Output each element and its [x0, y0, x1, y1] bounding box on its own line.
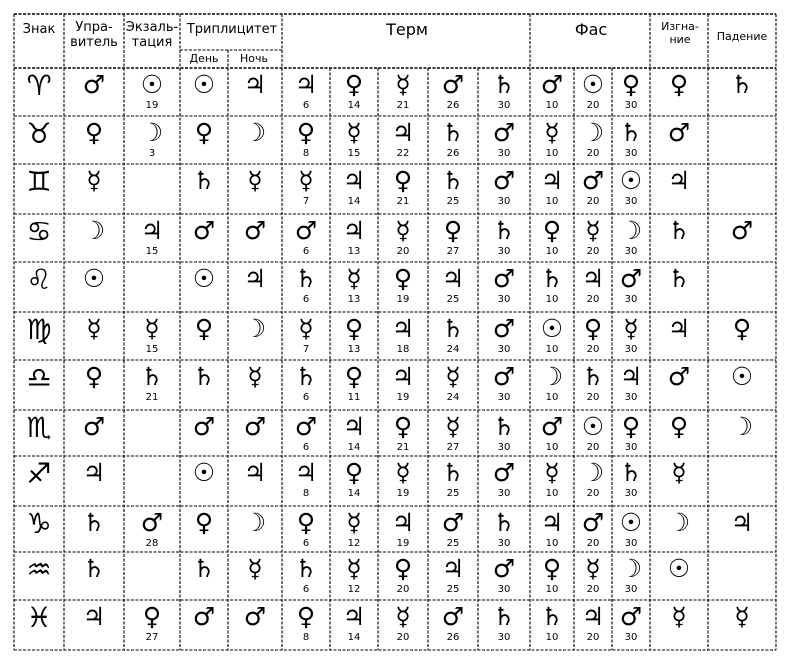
- term-planet-glyph: ♂: [492, 362, 516, 391]
- detriment-planet-glyph: ☉: [667, 554, 691, 583]
- exaltation-planet-glyph: ♀: [142, 602, 162, 631]
- term-degree: 6: [302, 538, 310, 549]
- exaltation-degree: 27: [145, 632, 159, 643]
- header-fall: Падение: [716, 30, 768, 43]
- face-planet-glyph: ♀: [542, 554, 562, 583]
- face-degree: 10: [545, 584, 559, 595]
- term-degree: 30: [497, 632, 511, 643]
- face-planet-glyph: ☽: [619, 216, 643, 245]
- face-degree: 30: [624, 246, 638, 257]
- header-exaltation-line-1: Экзаль-: [125, 20, 179, 35]
- face-degree: 20: [586, 196, 600, 207]
- face-degree: 20: [586, 344, 600, 355]
- term-planet-glyph: ♄: [492, 602, 516, 631]
- face-degree: 10: [545, 294, 559, 305]
- face-degree: 30: [624, 538, 638, 549]
- face-planet-glyph: ♃: [581, 602, 605, 631]
- face-degree: 20: [586, 100, 600, 111]
- fall-planet-glyph: ♃: [730, 508, 754, 537]
- detriment-planet-glyph: ♃: [667, 314, 691, 343]
- face-planet-glyph: ♀: [583, 314, 603, 343]
- header-triplicity-night: Ночь: [240, 52, 268, 65]
- term-planet-glyph: ♃: [391, 508, 415, 537]
- detriment-planet-glyph: ♄: [667, 216, 691, 245]
- term-planet-glyph: ☿: [298, 166, 314, 195]
- term-planet-glyph: ☿: [395, 70, 411, 99]
- zodiac-sign-glyph: ♎: [26, 361, 52, 394]
- term-degree: 24: [446, 344, 460, 355]
- term-planet-glyph: ♀: [296, 602, 316, 631]
- triplicity-night-glyph: ♃: [243, 264, 267, 293]
- face-planet-glyph: ☉: [619, 166, 643, 195]
- face-degree: 10: [545, 100, 559, 111]
- face-degree: 30: [624, 488, 638, 499]
- term-degree: 26: [446, 632, 460, 643]
- triplicity-night-glyph: ☽: [243, 118, 267, 147]
- triplicity-night-glyph: ♃: [243, 70, 267, 99]
- term-degree: 19: [396, 488, 410, 499]
- term-degree: 13: [347, 294, 361, 305]
- header-term: Терм: [386, 20, 428, 39]
- face-degree: 30: [624, 148, 638, 159]
- term-planet-glyph: ☿: [346, 118, 362, 147]
- term-planet-glyph: ☿: [445, 362, 461, 391]
- term-planet-glyph: ♄: [294, 554, 318, 583]
- term-degree: 14: [347, 100, 361, 111]
- term-planet-glyph: ♀: [393, 412, 413, 441]
- exaltation-planet-glyph: ♂: [140, 508, 164, 537]
- header-detriment-line-1: Изгна-: [661, 20, 699, 33]
- term-degree: 14: [347, 488, 361, 499]
- triplicity-night-glyph: ☿: [247, 554, 263, 583]
- face-degree: 10: [545, 344, 559, 355]
- term-degree: 20: [396, 632, 410, 643]
- ruler-planet-glyph: ♃: [82, 458, 106, 487]
- face-planet-glyph: ☉: [619, 508, 643, 537]
- term-planet-glyph: ♄: [294, 264, 318, 293]
- face-planet-glyph: ♃: [581, 264, 605, 293]
- term-degree: 12: [347, 584, 361, 595]
- face-planet-glyph: ♄: [619, 458, 643, 487]
- triplicity-night-glyph: ♂: [243, 216, 267, 245]
- header-exaltation: [124, 20, 180, 50]
- term-planet-glyph: ♄: [492, 508, 516, 537]
- term-planet-glyph: ☿: [346, 508, 362, 537]
- term-degree: 20: [396, 584, 410, 595]
- face-planet-glyph: ♃: [540, 166, 564, 195]
- term-degree: 6: [302, 442, 310, 453]
- face-degree: 20: [586, 584, 600, 595]
- face-degree: 10: [545, 148, 559, 159]
- term-planet-glyph: ♂: [492, 118, 516, 147]
- term-planet-glyph: ♀: [393, 166, 413, 195]
- face-planet-glyph: ♀: [621, 412, 641, 441]
- term-planet-glyph: ☿: [298, 314, 314, 343]
- zodiac-sign-glyph: ♉: [26, 117, 52, 150]
- face-planet-glyph: ♀: [621, 70, 641, 99]
- ruler-planet-glyph: ☽: [82, 216, 106, 245]
- term-degree: 7: [302, 344, 310, 355]
- term-planet-glyph: ♄: [492, 216, 516, 245]
- face-degree: 30: [624, 100, 638, 111]
- face-planet-glyph: ☽: [581, 118, 605, 147]
- triplicity-night-glyph: ☽: [243, 508, 267, 537]
- term-planet-glyph: ☿: [445, 412, 461, 441]
- zodiac-sign-glyph: ♊: [26, 165, 52, 198]
- face-degree: 10: [545, 632, 559, 643]
- term-planet-glyph: ♃: [441, 554, 465, 583]
- term-degree: 21: [396, 100, 410, 111]
- term-degree: 12: [347, 538, 361, 549]
- triplicity-day-glyph: ♄: [192, 166, 216, 195]
- term-degree: 25: [446, 196, 460, 207]
- term-degree: 26: [446, 100, 460, 111]
- ruler-planet-glyph: ♂: [82, 412, 106, 441]
- exaltation-planet-glyph: ♃: [140, 216, 164, 245]
- zodiac-sign-glyph: ♏: [26, 411, 52, 444]
- term-planet-glyph: ♂: [492, 314, 516, 343]
- face-degree: 30: [624, 196, 638, 207]
- face-degree: 30: [624, 442, 638, 453]
- term-degree: 27: [446, 246, 460, 257]
- face-planet-glyph: ☉: [581, 412, 605, 441]
- exaltation-planet-glyph: ☿: [144, 314, 160, 343]
- zodiac-sign-glyph: ♑: [26, 507, 52, 540]
- face-degree: 30: [624, 632, 638, 643]
- face-planet-glyph: ☿: [623, 314, 639, 343]
- ruler-planet-glyph: ♂: [82, 70, 106, 99]
- face-degree: 10: [545, 538, 559, 549]
- header-exaltation-line-2: тация: [131, 35, 173, 50]
- term-planet-glyph: ♀: [393, 264, 413, 293]
- face-degree: 20: [586, 632, 600, 643]
- term-planet-glyph: ☿: [395, 458, 411, 487]
- exaltation-degree: 21: [145, 392, 159, 403]
- face-planet-glyph: ♂: [581, 508, 605, 537]
- detriment-planet-glyph: ♀: [669, 412, 689, 441]
- detriment-planet-glyph: ♂: [667, 362, 691, 391]
- term-degree: 8: [302, 148, 310, 159]
- term-degree: 26: [446, 148, 460, 159]
- term-degree: 18: [396, 344, 410, 355]
- face-degree: 10: [545, 246, 559, 257]
- face-planet-glyph: ♃: [540, 508, 564, 537]
- fall-planet-glyph: ☽: [730, 412, 754, 441]
- face-degree: 20: [586, 488, 600, 499]
- triplicity-day-glyph: ♀: [194, 118, 214, 147]
- exaltation-degree: 19: [145, 100, 159, 111]
- face-degree: 30: [624, 344, 638, 355]
- triplicity-day-glyph: ☉: [192, 70, 216, 99]
- term-planet-glyph: ♀: [393, 554, 413, 583]
- face-planet-glyph: ☿: [544, 118, 560, 147]
- term-degree: 30: [497, 246, 511, 257]
- face-planet-glyph: ☽: [581, 458, 605, 487]
- term-degree: 30: [497, 196, 511, 207]
- face-planet-glyph: ♀: [542, 216, 562, 245]
- term-degree: 22: [396, 148, 410, 159]
- header-ruler-line-1: Упра-: [75, 20, 113, 35]
- term-planet-glyph: ♃: [342, 412, 366, 441]
- face-degree: 10: [545, 488, 559, 499]
- exaltation-planet-glyph: ☽: [140, 118, 164, 147]
- triplicity-day-glyph: ♄: [192, 554, 216, 583]
- ruler-planet-glyph: ♄: [82, 554, 106, 583]
- triplicity-day-glyph: ♀: [194, 508, 214, 537]
- term-planet-glyph: ♂: [441, 602, 465, 631]
- exaltation-degree: 15: [145, 344, 159, 355]
- term-planet-glyph: ♄: [294, 362, 318, 391]
- triplicity-day-glyph: ♄: [192, 362, 216, 391]
- zodiac-sign-glyph: ♒: [26, 553, 52, 586]
- term-degree: 6: [302, 246, 310, 257]
- term-planet-glyph: ♂: [492, 166, 516, 195]
- header-triplicity: Триплицитет: [186, 22, 278, 37]
- header-face: Фас: [574, 20, 608, 39]
- term-planet-glyph: ♀: [296, 508, 316, 537]
- face-degree: 20: [586, 294, 600, 305]
- detriment-planet-glyph: ☿: [671, 458, 687, 487]
- face-planet-glyph: ☽: [540, 362, 564, 391]
- zodiac-sign-glyph: ♍: [26, 313, 52, 346]
- face-planet-glyph: ☉: [581, 70, 605, 99]
- term-planet-glyph: ☿: [346, 554, 362, 583]
- face-planet-glyph: ☿: [544, 458, 560, 487]
- ruler-planet-glyph: ♀: [84, 362, 104, 391]
- zodiac-sign-glyph: ♐: [26, 457, 52, 490]
- ruler-planet-glyph: ☉: [82, 264, 106, 293]
- triplicity-day-glyph: ♀: [194, 314, 214, 343]
- term-planet-glyph: ♀: [344, 314, 364, 343]
- term-degree: 13: [347, 344, 361, 355]
- face-degree: 30: [624, 584, 638, 595]
- face-degree: 20: [586, 442, 600, 453]
- fall-planet-glyph: ☿: [734, 602, 750, 631]
- triplicity-night-glyph: ♂: [243, 602, 267, 631]
- face-degree: 20: [586, 392, 600, 403]
- ruler-planet-glyph: ☿: [86, 166, 102, 195]
- triplicity-day-glyph: ♂: [192, 602, 216, 631]
- header-ruler-line-2: витель: [70, 35, 118, 50]
- fall-planet-glyph: ♂: [730, 216, 754, 245]
- term-degree: 30: [497, 148, 511, 159]
- term-planet-glyph: ♃: [294, 458, 318, 487]
- triplicity-night-glyph: ☿: [247, 166, 263, 195]
- term-planet-glyph: ♃: [294, 70, 318, 99]
- face-degree: 30: [624, 294, 638, 305]
- term-planet-glyph: ♃: [342, 602, 366, 631]
- header-detriment-line-2: ние: [669, 33, 691, 46]
- term-degree: 13: [347, 246, 361, 257]
- triplicity-night-glyph: ☿: [247, 362, 263, 391]
- term-degree: 6: [302, 100, 310, 111]
- detriment-planet-glyph: ♀: [669, 70, 689, 99]
- exaltation-planet-glyph: ♄: [140, 362, 164, 391]
- face-planet-glyph: ☿: [585, 216, 601, 245]
- term-degree: 30: [497, 344, 511, 355]
- term-planet-glyph: ♄: [441, 118, 465, 147]
- detriment-planet-glyph: ♄: [667, 264, 691, 293]
- fall-planet-glyph: ♄: [730, 70, 754, 99]
- term-planet-glyph: ♂: [492, 554, 516, 583]
- ruler-planet-glyph: ♃: [82, 602, 106, 631]
- term-degree: 8: [302, 632, 310, 643]
- term-planet-glyph: ♂: [294, 216, 318, 245]
- triplicity-night-glyph: ☽: [243, 314, 267, 343]
- term-planet-glyph: ☿: [395, 216, 411, 245]
- term-degree: 19: [396, 392, 410, 403]
- face-degree: 10: [545, 442, 559, 453]
- face-planet-glyph: ♄: [540, 264, 564, 293]
- term-planet-glyph: ♄: [441, 314, 465, 343]
- zodiac-sign-glyph: ♌: [26, 263, 52, 296]
- term-degree: 30: [497, 488, 511, 499]
- face-planet-glyph: ♂: [540, 70, 564, 99]
- term-degree: 6: [302, 392, 310, 403]
- term-planet-glyph: ☿: [346, 264, 362, 293]
- face-degree: 20: [586, 148, 600, 159]
- face-degree: 20: [586, 246, 600, 257]
- term-planet-glyph: ♄: [441, 166, 465, 195]
- term-planet-glyph: ♂: [492, 264, 516, 293]
- term-planet-glyph: ♂: [441, 508, 465, 537]
- term-planet-glyph: ♀: [344, 70, 364, 99]
- header-triplicity-day: День: [189, 52, 219, 65]
- term-planet-glyph: ♀: [344, 458, 364, 487]
- zodiac-sign-glyph: ♓: [26, 601, 52, 634]
- term-planet-glyph: ♃: [391, 362, 415, 391]
- term-degree: 25: [446, 294, 460, 305]
- term-planet-glyph: ♂: [441, 70, 465, 99]
- exaltation-planet-glyph: ☉: [140, 70, 164, 99]
- term-degree: 27: [446, 442, 460, 453]
- term-degree: 25: [446, 488, 460, 499]
- term-planet-glyph: ♀: [344, 362, 364, 391]
- face-degree: 10: [545, 196, 559, 207]
- term-degree: 25: [446, 538, 460, 549]
- face-planet-glyph: ♄: [581, 362, 605, 391]
- term-degree: 21: [396, 442, 410, 453]
- term-degree: 30: [497, 538, 511, 549]
- face-planet-glyph: ♃: [619, 362, 643, 391]
- term-planet-glyph: ☿: [395, 602, 411, 631]
- term-planet-glyph: ♃: [391, 118, 415, 147]
- term-planet-glyph: ♀: [296, 118, 316, 147]
- face-degree: 30: [624, 392, 638, 403]
- face-degree: 20: [586, 538, 600, 549]
- fall-planet-glyph: ☉: [730, 362, 754, 391]
- exaltation-degree: 15: [145, 246, 159, 257]
- face-planet-glyph: ☿: [585, 554, 601, 583]
- triplicity-day-glyph: ☉: [192, 458, 216, 487]
- face-planet-glyph: ☽: [619, 554, 643, 583]
- term-degree: 6: [302, 584, 310, 595]
- term-planet-glyph: ♄: [441, 458, 465, 487]
- detriment-planet-glyph: ☿: [671, 602, 687, 631]
- triplicity-day-glyph: ♂: [192, 216, 216, 245]
- face-degree: 10: [545, 392, 559, 403]
- zodiac-sign-glyph: ♋: [26, 215, 52, 248]
- term-planet-glyph: ♃: [391, 314, 415, 343]
- ruler-planet-glyph: ♄: [82, 508, 106, 537]
- term-degree: 19: [396, 538, 410, 549]
- term-degree: 14: [347, 196, 361, 207]
- ruler-planet-glyph: ☿: [86, 314, 102, 343]
- ruler-planet-glyph: ♀: [84, 118, 104, 147]
- term-degree: 6: [302, 294, 310, 305]
- term-degree: 14: [347, 632, 361, 643]
- term-planet-glyph: ♂: [492, 458, 516, 487]
- term-degree: 25: [446, 584, 460, 595]
- triplicity-day-glyph: ♂: [192, 412, 216, 441]
- face-planet-glyph: ♂: [540, 412, 564, 441]
- term-planet-glyph: ♄: [492, 412, 516, 441]
- term-planet-glyph: ♂: [294, 412, 318, 441]
- term-degree: 24: [446, 392, 460, 403]
- term-degree: 30: [497, 442, 511, 453]
- term-planet-glyph: ♃: [441, 264, 465, 293]
- term-degree: 14: [347, 442, 361, 453]
- term-degree: 8: [302, 488, 310, 499]
- term-degree: 19: [396, 294, 410, 305]
- face-planet-glyph: ♂: [619, 264, 643, 293]
- exaltation-degree: 28: [145, 538, 159, 549]
- fall-planet-glyph: ♀: [732, 314, 752, 343]
- term-degree: 30: [497, 100, 511, 111]
- header-ruler: [66, 20, 122, 50]
- face-planet-glyph: ♂: [619, 602, 643, 631]
- triplicity-night-glyph: ♂: [243, 412, 267, 441]
- exaltation-degree: 3: [148, 148, 156, 159]
- term-planet-glyph: ♃: [342, 166, 366, 195]
- header-detriment: [652, 20, 708, 46]
- face-planet-glyph: ♄: [619, 118, 643, 147]
- term-degree: 11: [347, 392, 361, 403]
- term-planet-glyph: ♀: [443, 216, 463, 245]
- triplicity-night-glyph: ♃: [243, 458, 267, 487]
- term-planet-glyph: ♃: [342, 216, 366, 245]
- term-degree: 21: [396, 196, 410, 207]
- term-degree: 20: [396, 246, 410, 257]
- term-degree: 30: [497, 294, 511, 305]
- detriment-planet-glyph: ☽: [667, 508, 691, 537]
- term-degree: 30: [497, 392, 511, 403]
- zodiac-sign-glyph: ♈: [26, 69, 52, 102]
- term-planet-glyph: ♄: [492, 70, 516, 99]
- triplicity-day-glyph: ☉: [192, 264, 216, 293]
- face-planet-glyph: ♄: [540, 602, 564, 631]
- detriment-planet-glyph: ♃: [667, 166, 691, 195]
- header-sign: Знак: [22, 22, 56, 37]
- term-degree: 30: [497, 584, 511, 595]
- detriment-planet-glyph: ♂: [667, 118, 691, 147]
- face-planet-glyph: ♂: [581, 166, 605, 195]
- face-planet-glyph: ☉: [540, 314, 564, 343]
- term-degree: 7: [302, 196, 310, 207]
- term-degree: 15: [347, 148, 361, 159]
